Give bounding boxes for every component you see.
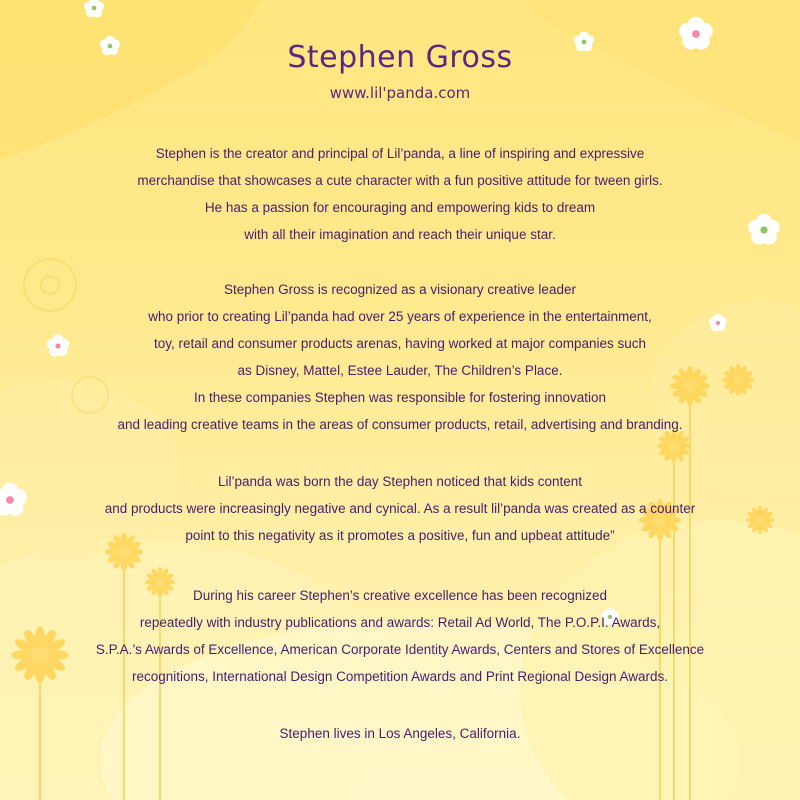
text-line: Lil’panda was born the day Stephen noticed that kids content bbox=[218, 474, 582, 489]
text-line: During his career Stephen’s creative excellence has been recognized bbox=[193, 588, 607, 603]
text-line: He has a passion for encouraging and empowering kids to dream bbox=[204, 200, 596, 215]
bio-paragraph-awards bbox=[30, 582, 770, 690]
text-line: Stephen Gross is recognized as a visionary creative leader bbox=[224, 282, 576, 297]
bio-paragraph-location bbox=[30, 720, 770, 747]
text-line: as Disney, Mattel, Estee Lauder, The Children’s Place. bbox=[237, 363, 563, 378]
page-title: Stephen Gross bbox=[287, 40, 513, 75]
text-line: Stephen lives in Los Angeles, California. bbox=[279, 726, 521, 741]
text-line: S.P.A.’s Awards of Excellence, American Corporate Identity Awards, Centers and Stores of Excellence bbox=[95, 642, 705, 657]
website-link[interactable]: www.lil'panda.com bbox=[329, 84, 471, 102]
bio-paragraph-intro bbox=[30, 140, 770, 248]
text-line: repeatedly with industry publications and awards: Retail Ad World, The P.O.P.I. Awards, bbox=[139, 615, 661, 630]
text-line: Stephen is the creator and principal of Lil’panda, a line of inspiring and expressive bbox=[155, 146, 645, 161]
text-line: who prior to creating Lil’panda had over 25 years of experience in the entertainment, bbox=[148, 309, 652, 324]
bio-paragraph-origin bbox=[30, 468, 770, 549]
text-line: point to this negativity as it promotes a positive, fun and upbeat attitude” bbox=[185, 528, 615, 543]
text-line: with all their imagination and reach their unique star. bbox=[244, 227, 556, 242]
text-line: merchandise that showcases a cute character with a fun positive attitude for tween girls. bbox=[137, 173, 663, 188]
bio-paragraph-career bbox=[30, 276, 770, 438]
text-line: recognitions, International Design Competition Awards and Print Regional Design Awards. bbox=[131, 669, 669, 684]
text-line: toy, retail and consumer products arenas, having worked at major companies such bbox=[154, 336, 646, 351]
text-line: and leading creative teams in the areas of consumer products, retail, advertising and branding. bbox=[117, 417, 683, 432]
text-line: In these companies Stephen was responsible for fostering innovation bbox=[193, 390, 606, 405]
text-line: and products were increasingly negative and cynical. As a result lil’panda was created as a counter bbox=[104, 501, 696, 516]
